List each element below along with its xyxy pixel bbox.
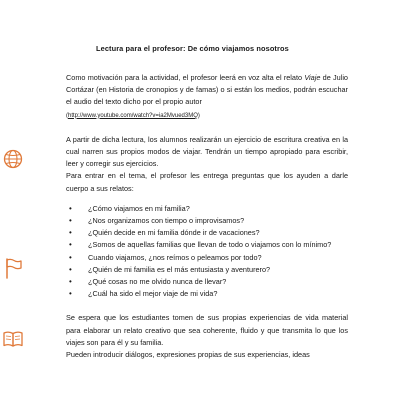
intro-text-after: de Julio Cortázar (en Historia de cronopios y de famas) o si están los medios, podrán escuchar el audio del texto dicho por el propio autor <box>66 73 348 107</box>
intro-work-title: Viaje <box>304 73 321 82</box>
intro-paragraph <box>66 72 348 109</box>
paragraph-4: Se espera que los estudiantes tomen de sus propias experiencias de vida material para elaborar un relato creativo que sea coherente, fluido y que transmita lo que los viajes son para él y su familia. <box>66 313 348 347</box>
list-item: • ¿Nos organizamos con tiempo o improvisamos? <box>66 215 348 227</box>
paragraph-3: Para entrar en el tema, el profesor les entrega preguntas que los ayuden a darle cuerpo a sus relatos: <box>66 171 348 193</box>
youtube-link[interactable]: http://www.youtube.com/watch?v=ia2Mvued3MQ <box>68 112 198 119</box>
list-item: • ¿Quién decide en mi familia dónde ir de vacaciones? <box>66 227 348 239</box>
paragraph-5: Pueden introducir diálogos, expresiones propias de sus experiencias, ideas <box>66 350 310 360</box>
list-item: • ¿Cuál ha sido el mejor viaje de mi vida? <box>66 288 348 300</box>
list-item: • ¿Cómo viajamos en mi familia? <box>66 203 348 215</box>
list-item: • ¿Quién de mi familia es el más entusiasta y aventurero? <box>66 264 348 276</box>
paragraph-2: A partir de dicha lectura, los alumnos realizarán un ejercicio de escritura creativa en la cual narren sus propios modos de viajar. Tendrán un tiempo apropiado para escribir, leer y corregir sus ejercicios. <box>66 134 348 169</box>
link-open-paren: ( <box>66 112 68 119</box>
list-item: • ¿Qué cosas no me olvido nunca de llevar? <box>66 276 348 288</box>
list-item: • Cuando viajamos, ¿nos reímos o peleamos por todo? <box>66 252 348 264</box>
questions-list <box>66 203 348 301</box>
document-body <box>66 72 348 361</box>
open-book-icon <box>2 328 24 355</box>
flag-icon <box>2 257 24 284</box>
intro-link-line <box>66 109 348 122</box>
document-title: Lectura para el profesor: De cómo viajamos nosotros <box>96 44 289 53</box>
globe-icon <box>2 148 24 175</box>
intro-text-before: Como motivación para la actividad, el profesor leerá en voz alta el relato <box>66 73 305 82</box>
link-close-paren: ) <box>197 112 200 119</box>
list-item: • ¿Somos de aquellas familias que llevan de todo o viajamos con lo mínimo? <box>66 239 348 251</box>
